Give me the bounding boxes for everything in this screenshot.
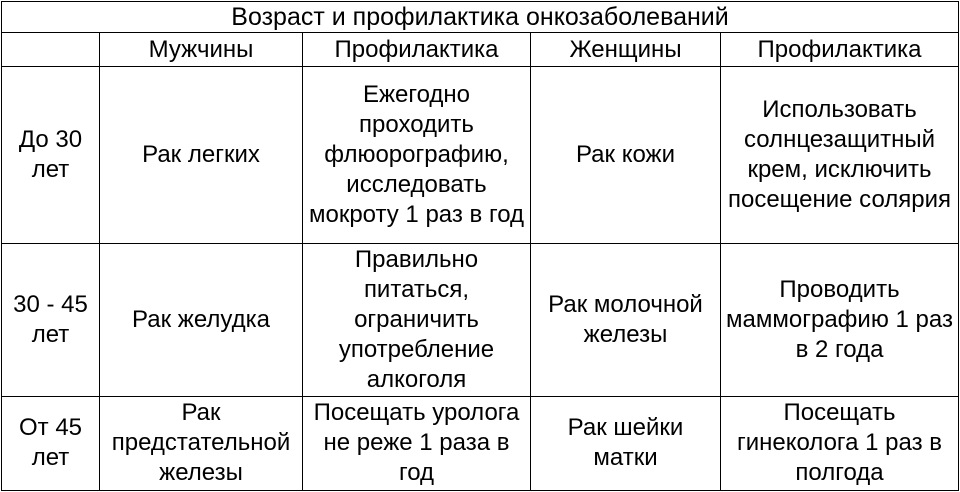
women-prevention-cell: Использовать солнцезащитный крем, исключить посещение солярия: [721, 66, 959, 243]
men-prevention-cell: Ежегодно проходить флюорографию, исследовать мокроту 1 раз в год: [303, 66, 531, 243]
header-women-prevention: Профилактика: [721, 33, 959, 66]
women-cancer-cell: Рак молочной железы: [531, 243, 721, 396]
table-row: [2, 396, 959, 490]
table-row: [2, 243, 959, 396]
table-row: [2, 66, 959, 243]
header-age: [2, 33, 100, 66]
header-men-prevention: Профилактика: [303, 33, 531, 66]
women-cancer-cell: Рак шейки матки: [531, 396, 721, 490]
age-cell: 30 - 45 лет: [2, 243, 100, 396]
men-cancer-cell: Рак легких: [100, 66, 303, 243]
header-row: [2, 33, 959, 66]
women-prevention-cell: Посещать гинеколога 1 раз в полгода: [721, 396, 959, 490]
oncology-prevention-table: [1, 1, 959, 491]
men-cancer-cell: Рак предстательной железы: [100, 396, 303, 490]
title-row: [2, 2, 959, 33]
men-prevention-cell: Правильно питаться, ограничить употребление алкоголя: [303, 243, 531, 396]
age-cell: От 45 лет: [2, 396, 100, 490]
men-cancer-cell: Рак желудка: [100, 243, 303, 396]
table-title: Возраст и профилактика онкозаболеваний: [2, 2, 959, 33]
age-cell: До 30 лет: [2, 66, 100, 243]
header-women: Женщины: [531, 33, 721, 66]
header-men: Мужчины: [100, 33, 303, 66]
women-cancer-cell: Рак кожи: [531, 66, 721, 243]
men-prevention-cell: Посещать уролога не реже 1 раза в год: [303, 396, 531, 490]
women-prevention-cell: Проводить маммографию 1 раз в 2 года: [721, 243, 959, 396]
